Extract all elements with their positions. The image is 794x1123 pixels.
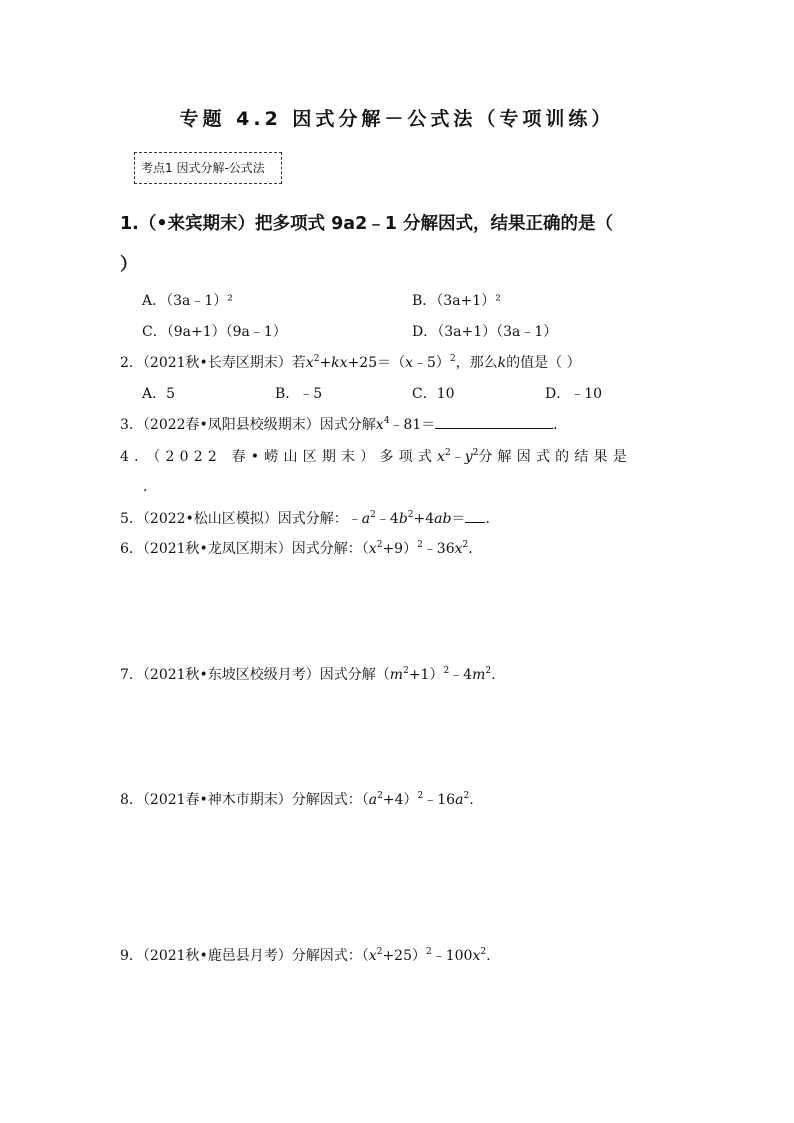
q4-suffix: 分解因式的结果是 (478, 449, 632, 465)
answer-blank[interactable] (465, 508, 485, 523)
q7-expression: $(m^2+1)^2﹣4m^2$. (375, 666, 496, 683)
q8-prefix: 8．（2021春•神木市期末）分解因式： (120, 792, 362, 808)
question-9 (120, 945, 491, 965)
q2-option-b[interactable] (275, 383, 322, 403)
answer-blank[interactable] (435, 414, 553, 429)
q4-expression: $x^2﹣y^2$ (437, 448, 479, 465)
q2-equation: $x^2+kx+25=(x﹣5)^2$ (305, 354, 456, 371)
question-4 (120, 446, 632, 466)
q2-prefix: 2．（2021秋•长寿区期末）若 (120, 355, 306, 371)
option-text: 5 (166, 386, 176, 402)
q5-suffix: ． (485, 511, 500, 527)
option-label: B． (412, 293, 437, 309)
option-text: （3a﹣1）² (166, 293, 233, 309)
question-2: 2．（2021秋•长寿区期末）若$x^2+kx+25=(x﹣5)^2$，那么k的值是（ ） (120, 354, 581, 371)
q4-prefix: 4．（2022 春•崂山区期末）多项式 (120, 449, 438, 465)
option-label: B． (275, 386, 300, 402)
option-text: （9a+1）（9a﹣1） (166, 324, 287, 340)
q1-option-b[interactable] (412, 290, 501, 310)
q3-suffix: ． (553, 417, 568, 433)
q4-answer-line: ． (143, 479, 157, 495)
q2-option-a[interactable] (142, 383, 175, 403)
q6-expression: $(x^2+9)^2﹣36x^2$. (361, 540, 473, 557)
q7-prefix: 7．（2021秋•东坡区校级月考）因式分解 (120, 667, 376, 683)
option-label: D． (412, 324, 438, 340)
question-6 (120, 538, 473, 558)
q9-expression: $(x^2+25)^2﹣100x^2$. (361, 947, 491, 964)
q3-prefix: 3．（2022春•凤阳县校级期末）因式分解 (120, 417, 376, 433)
section-label: 考点1 因式分解-公式法 (134, 152, 282, 184)
q2-option-d[interactable] (545, 383, 602, 403)
question-3 (120, 414, 567, 434)
question-1-line1: 1.（•来宾期末）把多项式 9a2﹣1 分解因式，结果正确的是（ (120, 214, 614, 234)
question-7 (120, 664, 496, 684)
q2-option-c[interactable] (412, 383, 455, 403)
q1-option-d[interactable] (412, 321, 557, 341)
q2-suffix: 的值是（ ） (506, 355, 581, 371)
q2-mid: ，那么 (455, 355, 498, 371)
option-label: C． (142, 324, 167, 340)
option-label: D． (545, 386, 571, 402)
question-1-line2: ） (120, 255, 138, 275)
q1-option-c[interactable] (142, 321, 287, 341)
option-label: C． (412, 386, 437, 402)
q8-expression: $(a^2+4)^2﹣16a^2$. (361, 791, 474, 808)
q5-prefix: 5．（2022•松山区模拟）因式分解： (120, 511, 348, 527)
q6-prefix: 6．（2021秋•龙凤区期末）因式分解： (120, 541, 362, 557)
option-text: ﹣5 (299, 386, 323, 402)
q3-expression: $x^4﹣81=$ (375, 416, 436, 433)
q9-prefix: 9．（2021秋•鹿邑县月考）分解因式： (120, 948, 362, 964)
question-8 (120, 789, 474, 809)
question-5 (120, 508, 499, 528)
page-title: 专题 4.2 因式分解－公式法（专项训练） (179, 108, 615, 130)
option-label: A． (142, 293, 167, 309)
q5-expression: $﹣a^2﹣4b^2+4ab=$ (347, 510, 466, 527)
option-text: （3a+1）（3a﹣1） (437, 324, 558, 340)
option-text: 10 (436, 386, 455, 402)
option-text: （3a+1）² (436, 293, 501, 309)
q1-option-a[interactable] (142, 290, 233, 310)
option-text: ﹣10 (570, 386, 603, 402)
option-label: A． (142, 386, 167, 402)
